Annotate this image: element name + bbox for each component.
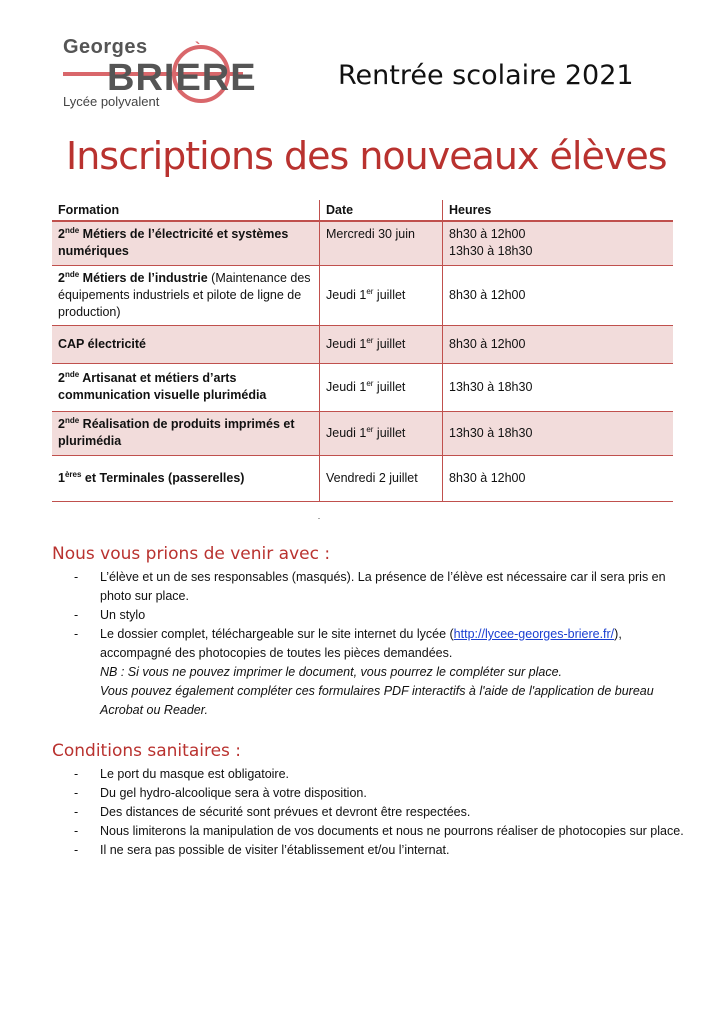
formation-level-sup: nde: [64, 226, 80, 236]
list-item: - Il ne sera pas possible de visiter l’établissement et/ou l’internat.: [60, 841, 690, 860]
health-list: [60, 765, 690, 860]
list-item: [60, 625, 690, 720]
logo-line-georges: Georges: [63, 36, 148, 58]
table-row: [52, 455, 673, 501]
hours-cell: [443, 325, 674, 363]
note-print: NB : Si vous ne pouvez imprimer le document, vous pourrez le compléter sur place.: [100, 665, 563, 679]
formation-name: Métiers de l’électricité et systèmes numériques: [58, 227, 289, 259]
school-website-link[interactable]: http://lycee-georges-briere.fr/: [453, 627, 615, 641]
note-acrobat: Vous pouvez également compléter ces formulaires PDF interactifs à l'aide de l'application de bureau Acrobat ou Reader.: [100, 684, 654, 717]
hours-text: 8h30 à 12h00: [449, 470, 526, 485]
hours-text: 13h30 à 18h30: [449, 379, 533, 394]
logo-accent: `: [195, 40, 201, 57]
date-text-rest: juillet: [373, 425, 406, 440]
date-text: Jeudi 1: [326, 336, 367, 351]
school-logo: [55, 34, 295, 114]
formation-level-sup: nde: [64, 415, 80, 425]
formation-cell: [52, 411, 320, 455]
date-cell: [320, 411, 443, 455]
col-header-formation: Formation: [52, 200, 320, 221]
hours-text: 8h30 à 12h00: [449, 336, 526, 351]
hours-cell: [443, 265, 674, 325]
list-item-text: L’élève et un de ses responsables (masqués). La présence de l’élève est nécessaire car il sera pris en photo sur place.: [100, 570, 666, 603]
formation-name: Réalisation de produits imprimés et plurimédia: [58, 417, 295, 448]
formation-cell: [52, 221, 320, 265]
list-item: - Des distances de sécurité sont prévues et devront être respectées.: [60, 803, 690, 822]
list-item: - Nous limiterons la manipulation de vos documents et nous ne pourrons réaliser de photocopies sur place.: [60, 822, 690, 841]
date-cell: [320, 265, 443, 325]
formation-level: 2: [58, 371, 65, 385]
divider-dot: [318, 518, 320, 519]
date-cell: [320, 221, 443, 265]
logo-line-briere: BRIERE: [107, 57, 257, 99]
date-sup: er: [366, 335, 374, 345]
date-text-rest: juillet: [373, 379, 406, 394]
date-sup: er: [366, 378, 374, 388]
col-header-hours: Heures: [443, 200, 674, 221]
date-text: Jeudi 1: [326, 287, 367, 302]
hours-cell: [443, 455, 674, 501]
date-text-rest: juillet: [373, 336, 406, 351]
date-cell: [320, 363, 443, 411]
date-sup: er: [366, 286, 374, 296]
hours-text: 13h30 à 18h30: [449, 425, 533, 440]
formation-name: CAP électricité: [58, 336, 147, 351]
list-item-text: Un stylo: [100, 608, 146, 622]
page-title: Inscriptions des nouveaux élèves: [66, 134, 667, 178]
formation-name: Artisanat et métiers d’arts communication visuelle plurimédia: [58, 371, 267, 402]
date-text: Mercredi 30 juin: [326, 227, 415, 241]
formation-cell: [52, 363, 320, 411]
bring-list: [60, 568, 690, 720]
formation-detail: (Maintenance des équipements industriels et pilote de ligne de production): [58, 270, 311, 319]
formation-name: et Terminales (passerelles): [81, 470, 245, 485]
table-row: [52, 411, 673, 455]
date-text: Vendredi 2 juillet: [326, 470, 418, 485]
formation-level: 2: [58, 417, 65, 431]
date-cell: [320, 325, 443, 363]
header-title: Rentrée scolaire 2021: [338, 60, 634, 91]
list-item: [60, 606, 690, 625]
formation-level: 2: [58, 270, 65, 285]
formation-cell: [52, 455, 320, 501]
hours-cell: [443, 363, 674, 411]
hours-text: 8h30 à 12h00: [449, 227, 526, 242]
formation-level-sup: ères: [64, 469, 82, 479]
formation-level: 2: [58, 227, 65, 242]
hours-cell: [443, 221, 674, 265]
date-text: Jeudi 1: [326, 379, 367, 394]
date-cell: [320, 455, 443, 501]
formation-level: 1: [58, 470, 65, 485]
formation-cell: [52, 265, 320, 325]
logo-line-lycee: Lycée polyvalent: [63, 94, 160, 109]
table-row: [52, 325, 673, 363]
date-sup: er: [366, 424, 374, 434]
hours-text: 13h30 à 18h30: [449, 244, 533, 259]
list-item: - Du gel hydro-alcoolique sera à votre disposition.: [60, 784, 690, 803]
section-title-bring: Nous vous prions de venir avec :: [52, 544, 331, 564]
section-title-health: Conditions sanitaires :: [52, 741, 242, 761]
list-item-text: Le dossier complet, téléchargeable sur le site internet du lycée (: [100, 627, 454, 641]
list-item: [60, 568, 690, 606]
list-item: - Le port du masque est obligatoire.: [60, 765, 690, 784]
col-header-date: Date: [320, 200, 443, 221]
formation-level-sup: nde: [64, 269, 80, 279]
formation-name: Métiers de l’industrie: [79, 270, 208, 285]
formation-level-sup: nde: [64, 369, 80, 379]
date-text: Jeudi 1: [326, 425, 367, 440]
date-text-rest: juillet: [373, 287, 406, 302]
hours-text: 8h30 à 12h00: [449, 287, 526, 302]
formation-cell: [52, 325, 320, 363]
hours-cell: [443, 411, 674, 455]
table-row: [52, 265, 673, 325]
table-row: [52, 221, 673, 265]
schedule-table: [52, 200, 673, 502]
list-item-text: ), accompagné des photocopies de toutes les pièces demandées.: [100, 627, 622, 660]
table-row: [52, 363, 673, 411]
